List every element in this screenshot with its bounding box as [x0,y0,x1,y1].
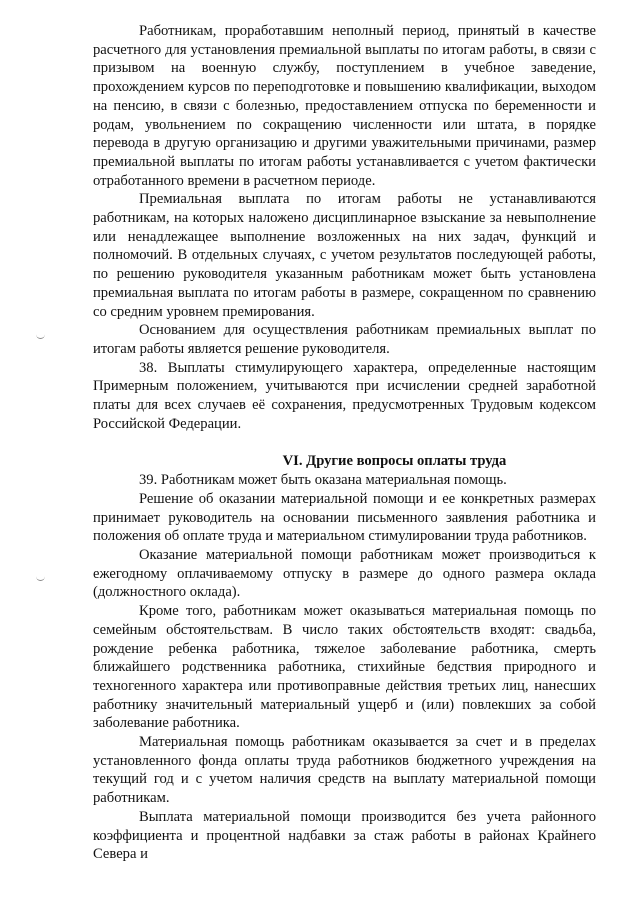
paragraph: Премиальная выплата по итогам работы не устанавливаются работникам, на которых наложено дисциплинарное взыскание за невыполнение или ненадлежащее выполнение возложенных на них задач, функций и полномочий. В отдельных случаях, с учетом результатов последующей работы, по решению руководителя указанным работникам может быть установлена премиальная выплата по итогам работы в размере, сокращенном по сравнению со средним уровнем премирования. [93,191,596,320]
scan-artifact [36,576,45,581]
paragraph: Материальная помощь работникам оказывается за счет и в пределах установленного фонда оплаты труда работников бюджетного учреждения на текущий год и с учетом наличия средств на выплату материальной помощи работникам. [93,734,596,807]
paragraph: Работникам, проработавшим неполный период, принятый в качестве расчетного для установления премиальной выплаты по итогам работы, в связи с призывом на военную службу, поступлением в учебное заведение, прохождением курсов по переподготовке и повышению квалификации, выходом на пенсию, в связи с болезнью, предоставлением отпуска по беременности и родам, увольнением по сокращению численности или штата, в порядке перевода в другую организацию и другими уважительными причинами, размер премиальной выплаты по итогам работы устанавливается с учетом фактически отработанного времени в расчетном периоде. [93,23,596,189]
paragraph: 38. Выплаты стимулирующего характера, определенные настоящим Примерным положением, учитываются при исчислении средней заработной платы для всех случаев её сохранения, предусмотренных Трудовым кодексом Российской Федерации. [93,359,596,432]
document-page [93,22,596,864]
section-title: VI. Другие вопросы оплаты труда [282,453,507,470]
paragraph: Выплата материальной помощи производится без учета районного коэффициента и процентной надбавки за стаж работы в районах Крайнего Севера и [93,808,596,863]
paragraph: Решение об оказании материальной помощи и ее конкретных размерах принимает руководитель на основании письменного заявления работника и положения об оплате труда и материальном стимулировании труда работников. [93,490,596,545]
paragraph: 39. Работникам может быть оказана материальная помощь. [139,472,507,489]
paragraph: Кроме того, работникам может оказываться материальная помощь по семейным обстоятельствам. В число таких обстоятельств входят: свадьба, рождение ребенка работника, тяжелое заболевание работника, смерть ближайшего родственника работника, стихийные бедствия природного и техногенного характера или противоправные действия третьих лиц, нанесших работнику значительный материальный ущерб и (или) повлекших за собой заболевание работника. [93,603,596,732]
paragraph: Основанием для осуществления работникам премиальных выплат по итогам работы является решение руководителя. [93,322,596,357]
paragraph: Оказание материальной помощи работникам может производиться к ежегодному оплачиваемому отпуску в размере до одного размера оклада (должностного оклада). [93,546,596,601]
scan-artifact [36,334,45,339]
